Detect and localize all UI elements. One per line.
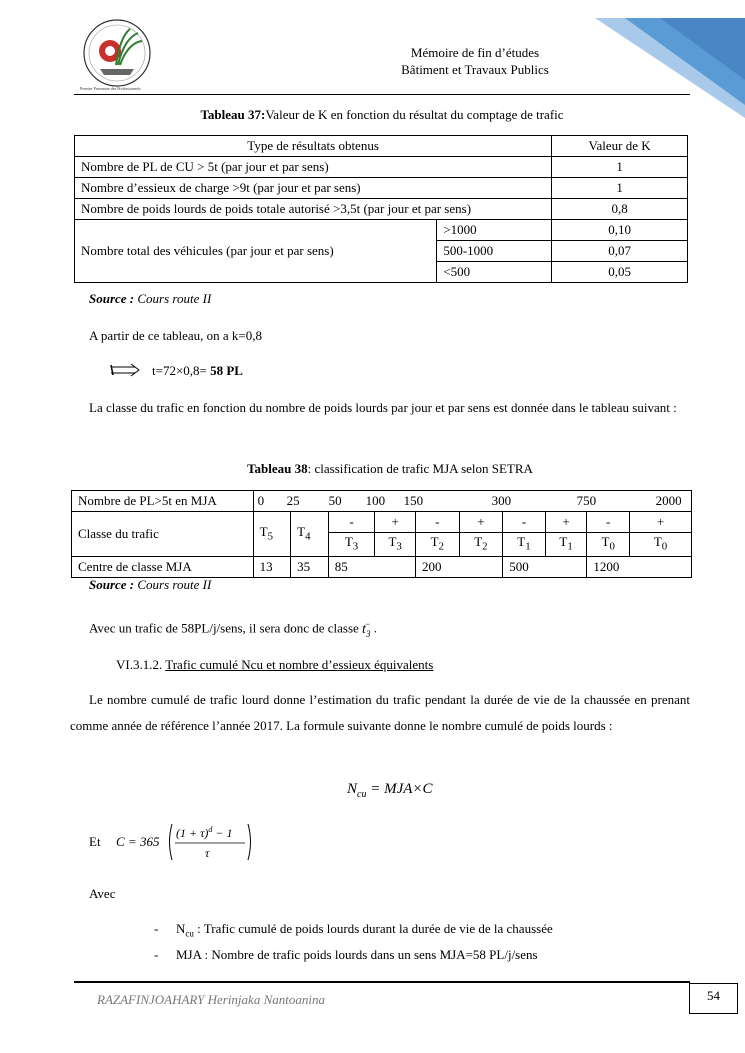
mja-tick: 2000 bbox=[655, 493, 682, 508]
table-cell: Centre de classe MJA bbox=[72, 556, 254, 577]
table-header-cell: Valeur de K bbox=[552, 136, 688, 157]
formula-c-lhs: C = 365 bbox=[116, 834, 160, 849]
mja-tick: 0 bbox=[257, 493, 265, 508]
sign-cell: + bbox=[630, 512, 692, 533]
section-number: VI.3.1.2. bbox=[116, 657, 166, 672]
table-cell: <500 bbox=[437, 262, 552, 283]
calc-result: 58 PL bbox=[210, 363, 243, 378]
section-heading bbox=[116, 657, 433, 673]
table-cell: 0,8 bbox=[552, 199, 688, 220]
table-cell: Nombre de poids lourds de poids totale autorisé >3,5t (par jour et par sens) bbox=[75, 199, 552, 220]
table-cell: 0,10 bbox=[552, 220, 688, 241]
table37-source bbox=[89, 291, 211, 307]
table-cell: 1 bbox=[552, 157, 688, 178]
calc-text: t=72×0,8= bbox=[152, 363, 211, 378]
school-logo bbox=[78, 17, 156, 93]
table-cell: Nombre de PL de CU > 5t (par jour et par sens) bbox=[75, 157, 552, 178]
table-cell: 500-1000 bbox=[437, 241, 552, 262]
implies-arrow-icon bbox=[109, 363, 141, 377]
class-cell: $T_1$ bbox=[545, 533, 587, 557]
sign-cell: + bbox=[545, 512, 587, 533]
centre-cell: 500 bbox=[503, 556, 587, 577]
table-row bbox=[75, 220, 688, 241]
sign-cell: - bbox=[587, 512, 630, 533]
class-t5: $T_5$ bbox=[253, 512, 291, 557]
table38-caption-text: : classification de trafic MJA selon SETRA bbox=[307, 461, 533, 476]
table-cell: 0,05 bbox=[552, 262, 688, 283]
list-item: - $N_{cu}$ : Trafic cumulé de poids lourds durant la durée de vie de la chaussée bbox=[154, 921, 553, 939]
class-cell: $T_3$ bbox=[328, 533, 375, 557]
header-line1: Mémoire de fin d’études bbox=[410, 45, 540, 60]
table-header-cell: Type de résultats obtenus bbox=[75, 136, 552, 157]
table-cell: Nombre d’essieux de charge >9t (par jour et par sens) bbox=[75, 178, 552, 199]
table-row bbox=[72, 512, 692, 533]
mja-tick: 50 bbox=[328, 493, 342, 508]
mja-tick: 750 bbox=[576, 493, 597, 508]
table-cell: Nombre de PL>5t en MJA bbox=[72, 491, 254, 512]
class-cell: $T_1$ bbox=[503, 533, 546, 557]
centre-cell: 1200 bbox=[587, 556, 692, 577]
label-avec: Avec bbox=[89, 886, 116, 901]
page-number: 54 bbox=[689, 983, 738, 1014]
table-cell: 1 bbox=[552, 178, 688, 199]
sign-cell: + bbox=[375, 512, 416, 533]
page-header bbox=[330, 44, 620, 78]
formula-c-numerator: $(1 + \tau)^d - 1$ bbox=[176, 825, 233, 840]
class-symbol: $t_3^-$ bbox=[362, 619, 371, 639]
formula-c-denominator: τ bbox=[205, 846, 210, 860]
table37-caption-bold: Tableau 37: bbox=[200, 107, 266, 122]
logo-caption: Premier Partenaire des Professionnels bbox=[80, 86, 141, 91]
centre-cell: 85 bbox=[328, 556, 415, 577]
centre-cell: 35 bbox=[291, 556, 329, 577]
header-divider bbox=[74, 94, 690, 95]
mja-tick: 300 bbox=[491, 493, 512, 508]
formula-ncu: $N_{cu} = MJA\times C$ bbox=[347, 781, 433, 800]
table-row bbox=[72, 491, 692, 512]
k-result-text: A partir de ce tableau, on a k=0,8 bbox=[89, 328, 263, 343]
table38-source bbox=[89, 577, 211, 593]
section-title: Trafic cumulé Ncu et nombre d’essieux équivalents bbox=[165, 657, 434, 672]
table-cell: >1000 bbox=[437, 220, 552, 241]
table-row bbox=[75, 136, 688, 157]
class-t4: $T_4$ bbox=[291, 512, 329, 557]
class-cell: $T_0$ bbox=[587, 533, 630, 557]
source-text: Cours route II bbox=[134, 577, 212, 592]
sign-cell: + bbox=[459, 512, 503, 533]
table-row bbox=[75, 157, 688, 178]
footer-divider bbox=[74, 981, 690, 983]
mja-tick: 25 bbox=[286, 493, 300, 508]
class-cell: $T_0$ bbox=[630, 533, 692, 557]
table37-caption bbox=[74, 107, 690, 123]
mja-scale bbox=[253, 491, 691, 512]
class-cell: $T_3$ bbox=[375, 533, 416, 557]
sign-cell: - bbox=[415, 512, 459, 533]
table-row bbox=[75, 199, 688, 220]
table-cell: 0,07 bbox=[552, 241, 688, 262]
table-cell: Classe du trafic bbox=[72, 512, 254, 557]
paragraph-classe: La classe du trafic en fonction du nombre de poids lourds par jour et par sens est donnée dans le tableau suivant : bbox=[89, 400, 677, 415]
table-row bbox=[72, 556, 692, 577]
class-cell: $T_2$ bbox=[415, 533, 459, 557]
class-cell: $T_2$ bbox=[459, 533, 503, 557]
mja-tick: 150 bbox=[403, 493, 424, 508]
source-label: Source : bbox=[89, 291, 135, 306]
label-et: Et bbox=[89, 834, 101, 849]
calculation bbox=[152, 363, 243, 379]
class-result-text: Avec un trafic de 58PL/j/sens, il sera donc de classe $t_3^-$ . bbox=[89, 619, 378, 639]
table-k-values bbox=[74, 135, 688, 283]
table-traffic-class bbox=[71, 490, 692, 578]
footer-author: RAZAFINJOAHARY Herinjaka Nantoanina bbox=[97, 992, 325, 1007]
centre-cell: 13 bbox=[253, 556, 291, 577]
sign-cell: - bbox=[503, 512, 546, 533]
table38-caption bbox=[74, 461, 706, 477]
source-text: Cours route II bbox=[134, 291, 212, 306]
header-line2: Bâtiment et Travaux Publics bbox=[401, 62, 549, 77]
table38-caption-bold: Tableau 38 bbox=[247, 461, 308, 476]
table-row bbox=[75, 178, 688, 199]
table-cell: Nombre total des véhicules (par jour et par sens) bbox=[75, 220, 437, 283]
paragraph-cumul: Le nombre cumulé de trafic lourd donne l’estimation du trafic pendant la durée de vie de la chaussée en prenant comme année de référence l’année 2017. La formule suivante donne le nombre cumulé de poids lourds : bbox=[70, 692, 690, 733]
mja-tick: 100 bbox=[365, 493, 386, 508]
table37-caption-text: Valeur de K en fonction du résultat du comptage de trafic bbox=[265, 107, 564, 122]
sign-cell: - bbox=[328, 512, 375, 533]
centre-cell: 200 bbox=[415, 556, 502, 577]
list-item: - MJA : Nombre de trafic poids lourds dans un sens MJA=58 PL/j/sens bbox=[154, 947, 538, 962]
source-label: Source : bbox=[89, 577, 135, 592]
